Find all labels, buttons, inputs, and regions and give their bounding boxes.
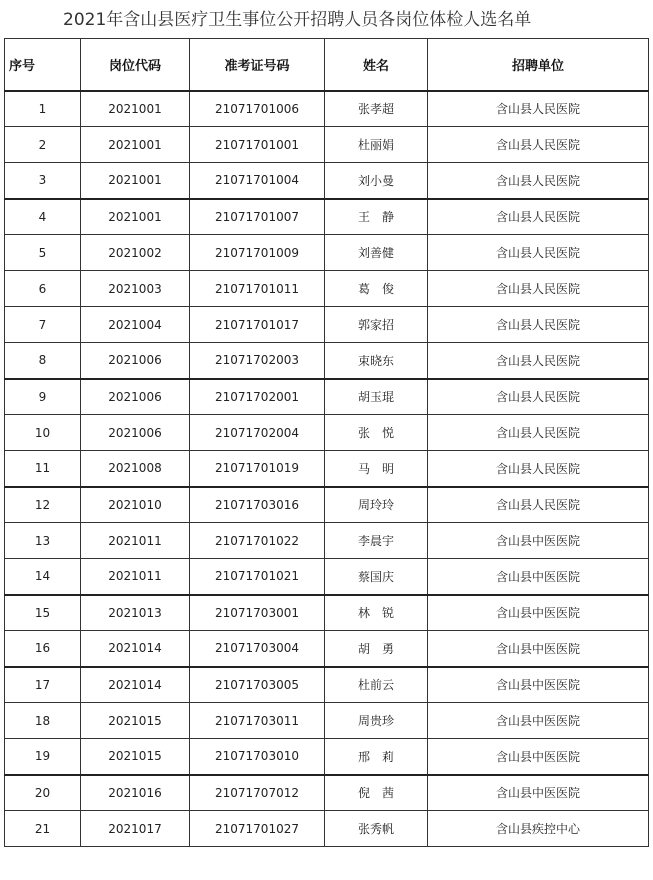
unit-cell: 含山县人民医院 bbox=[428, 163, 649, 199]
post-code-cell: 2021004 bbox=[81, 307, 190, 343]
exam-number-cell: 21071703011 bbox=[190, 703, 325, 739]
post-code-cell: 2021008 bbox=[81, 451, 190, 487]
name-cell: 刘善健 bbox=[325, 235, 428, 271]
exam-number-cell: 21071701021 bbox=[190, 559, 325, 595]
exam-number-cell: 21071703010 bbox=[190, 739, 325, 775]
name-cell: 杜丽娟 bbox=[325, 127, 428, 163]
name-cell: 周贵珍 bbox=[325, 703, 428, 739]
seq-cell: 17 bbox=[5, 667, 81, 703]
exam-number-cell: 21071703001 bbox=[190, 595, 325, 631]
unit-cell: 含山县中医医院 bbox=[428, 595, 649, 631]
name-cell: 刘小曼 bbox=[325, 163, 428, 199]
candidate-table bbox=[4, 38, 649, 847]
unit-cell: 含山县人民医院 bbox=[428, 199, 649, 235]
unit-cell: 含山县人民医院 bbox=[428, 127, 649, 163]
unit-cell: 含山县中医医院 bbox=[428, 739, 649, 775]
table-row bbox=[5, 523, 649, 559]
exam-number-cell: 21071703004 bbox=[190, 631, 325, 667]
exam-number-cell: 21071701004 bbox=[190, 163, 325, 199]
post-code-cell: 2021006 bbox=[81, 415, 190, 451]
post-code-cell: 2021010 bbox=[81, 487, 190, 523]
name-cell: 张孝超 bbox=[325, 91, 428, 127]
exam-number-cell: 21071701011 bbox=[190, 271, 325, 307]
post-code-cell: 2021013 bbox=[81, 595, 190, 631]
header-unit: 招聘单位 bbox=[428, 39, 649, 91]
seq-cell: 3 bbox=[5, 163, 81, 199]
table-row bbox=[5, 451, 649, 487]
post-code-cell: 2021002 bbox=[81, 235, 190, 271]
table-row bbox=[5, 775, 649, 811]
exam-number-cell: 21071701007 bbox=[190, 199, 325, 235]
table-row bbox=[5, 811, 649, 847]
seq-cell: 8 bbox=[5, 343, 81, 379]
table-row bbox=[5, 307, 649, 343]
exam-number-cell: 21071707012 bbox=[190, 775, 325, 811]
table-row bbox=[5, 667, 649, 703]
unit-cell: 含山县中医医院 bbox=[428, 559, 649, 595]
seq-cell: 6 bbox=[5, 271, 81, 307]
seq-cell: 19 bbox=[5, 739, 81, 775]
name-cell: 倪 茜 bbox=[325, 775, 428, 811]
seq-cell: 5 bbox=[5, 235, 81, 271]
name-cell: 胡玉琨 bbox=[325, 379, 428, 415]
unit-cell: 含山县人民医院 bbox=[428, 451, 649, 487]
seq-cell: 1 bbox=[5, 91, 81, 127]
name-cell: 张秀帆 bbox=[325, 811, 428, 847]
seq-cell: 2 bbox=[5, 127, 81, 163]
post-code-cell: 2021011 bbox=[81, 559, 190, 595]
seq-cell: 11 bbox=[5, 451, 81, 487]
unit-cell: 含山县疾控中心 bbox=[428, 811, 649, 847]
post-code-cell: 2021015 bbox=[81, 739, 190, 775]
post-code-cell: 2021016 bbox=[81, 775, 190, 811]
seq-cell: 18 bbox=[5, 703, 81, 739]
unit-cell: 含山县人民医院 bbox=[428, 343, 649, 379]
name-cell: 邢 莉 bbox=[325, 739, 428, 775]
table-row bbox=[5, 343, 649, 379]
seq-cell: 21 bbox=[5, 811, 81, 847]
name-cell: 杜前云 bbox=[325, 667, 428, 703]
post-code-cell: 2021014 bbox=[81, 631, 190, 667]
table-row bbox=[5, 271, 649, 307]
table-row bbox=[5, 163, 649, 199]
unit-cell: 含山县人民医院 bbox=[428, 235, 649, 271]
exam-number-cell: 21071702001 bbox=[190, 379, 325, 415]
exam-number-cell: 21071701017 bbox=[190, 307, 325, 343]
table-row bbox=[5, 631, 649, 667]
header-name: 姓名 bbox=[325, 39, 428, 91]
table-row bbox=[5, 739, 649, 775]
name-cell: 王 静 bbox=[325, 199, 428, 235]
name-cell: 郭家招 bbox=[325, 307, 428, 343]
name-cell: 束晓东 bbox=[325, 343, 428, 379]
name-cell: 胡 勇 bbox=[325, 631, 428, 667]
table-row bbox=[5, 127, 649, 163]
unit-cell: 含山县中医医院 bbox=[428, 703, 649, 739]
name-cell: 李晨宇 bbox=[325, 523, 428, 559]
table-row bbox=[5, 415, 649, 451]
exam-number-cell: 21071702004 bbox=[190, 415, 325, 451]
seq-cell: 12 bbox=[5, 487, 81, 523]
seq-cell: 4 bbox=[5, 199, 81, 235]
post-code-cell: 2021001 bbox=[81, 127, 190, 163]
name-cell: 林 锐 bbox=[325, 595, 428, 631]
exam-number-cell: 21071703016 bbox=[190, 487, 325, 523]
seq-cell: 13 bbox=[5, 523, 81, 559]
exam-number-cell: 21071701001 bbox=[190, 127, 325, 163]
unit-cell: 含山县人民医院 bbox=[428, 415, 649, 451]
header-post-code: 岗位代码 bbox=[81, 39, 190, 91]
post-code-cell: 2021015 bbox=[81, 703, 190, 739]
post-code-cell: 2021001 bbox=[81, 91, 190, 127]
seq-cell: 7 bbox=[5, 307, 81, 343]
name-cell: 周玲玲 bbox=[325, 487, 428, 523]
unit-cell: 含山县中医医院 bbox=[428, 667, 649, 703]
post-code-cell: 2021003 bbox=[81, 271, 190, 307]
post-code-cell: 2021017 bbox=[81, 811, 190, 847]
seq-cell: 15 bbox=[5, 595, 81, 631]
seq-cell: 16 bbox=[5, 631, 81, 667]
unit-cell: 含山县中医医院 bbox=[428, 631, 649, 667]
unit-cell: 含山县人民医院 bbox=[428, 271, 649, 307]
name-cell: 蔡国庆 bbox=[325, 559, 428, 595]
unit-cell: 含山县中医医院 bbox=[428, 775, 649, 811]
seq-cell: 9 bbox=[5, 379, 81, 415]
unit-cell: 含山县中医医院 bbox=[428, 523, 649, 559]
post-code-cell: 2021006 bbox=[81, 343, 190, 379]
table-row bbox=[5, 595, 649, 631]
document-title: 2021年含山县医疗卫生事位公开招聘人员各岗位体检人选名单 bbox=[63, 10, 532, 30]
seq-cell: 20 bbox=[5, 775, 81, 811]
post-code-cell: 2021011 bbox=[81, 523, 190, 559]
name-cell: 马 明 bbox=[325, 451, 428, 487]
table-row bbox=[5, 559, 649, 595]
table-row bbox=[5, 487, 649, 523]
unit-cell: 含山县人民医院 bbox=[428, 379, 649, 415]
table-body bbox=[5, 91, 649, 847]
unit-cell: 含山县人民医院 bbox=[428, 487, 649, 523]
unit-cell: 含山县人民医院 bbox=[428, 307, 649, 343]
header-seq: 序号 bbox=[5, 39, 81, 91]
post-code-cell: 2021001 bbox=[81, 163, 190, 199]
exam-number-cell: 21071702003 bbox=[190, 343, 325, 379]
exam-number-cell: 21071701027 bbox=[190, 811, 325, 847]
exam-number-cell: 21071701006 bbox=[190, 91, 325, 127]
exam-number-cell: 21071701022 bbox=[190, 523, 325, 559]
table-row bbox=[5, 199, 649, 235]
post-code-cell: 2021001 bbox=[81, 199, 190, 235]
unit-cell: 含山县人民医院 bbox=[428, 91, 649, 127]
table-row bbox=[5, 235, 649, 271]
seq-cell: 10 bbox=[5, 415, 81, 451]
post-code-cell: 2021006 bbox=[81, 379, 190, 415]
exam-number-cell: 21071703005 bbox=[190, 667, 325, 703]
header-exam-number: 准考证号码 bbox=[190, 39, 325, 91]
table-row bbox=[5, 91, 649, 127]
table-row bbox=[5, 379, 649, 415]
table-row bbox=[5, 703, 649, 739]
table-header-row bbox=[5, 39, 649, 91]
seq-cell: 14 bbox=[5, 559, 81, 595]
post-code-cell: 2021014 bbox=[81, 667, 190, 703]
name-cell: 葛 俊 bbox=[325, 271, 428, 307]
name-cell: 张 悦 bbox=[325, 415, 428, 451]
exam-number-cell: 21071701009 bbox=[190, 235, 325, 271]
exam-number-cell: 21071701019 bbox=[190, 451, 325, 487]
